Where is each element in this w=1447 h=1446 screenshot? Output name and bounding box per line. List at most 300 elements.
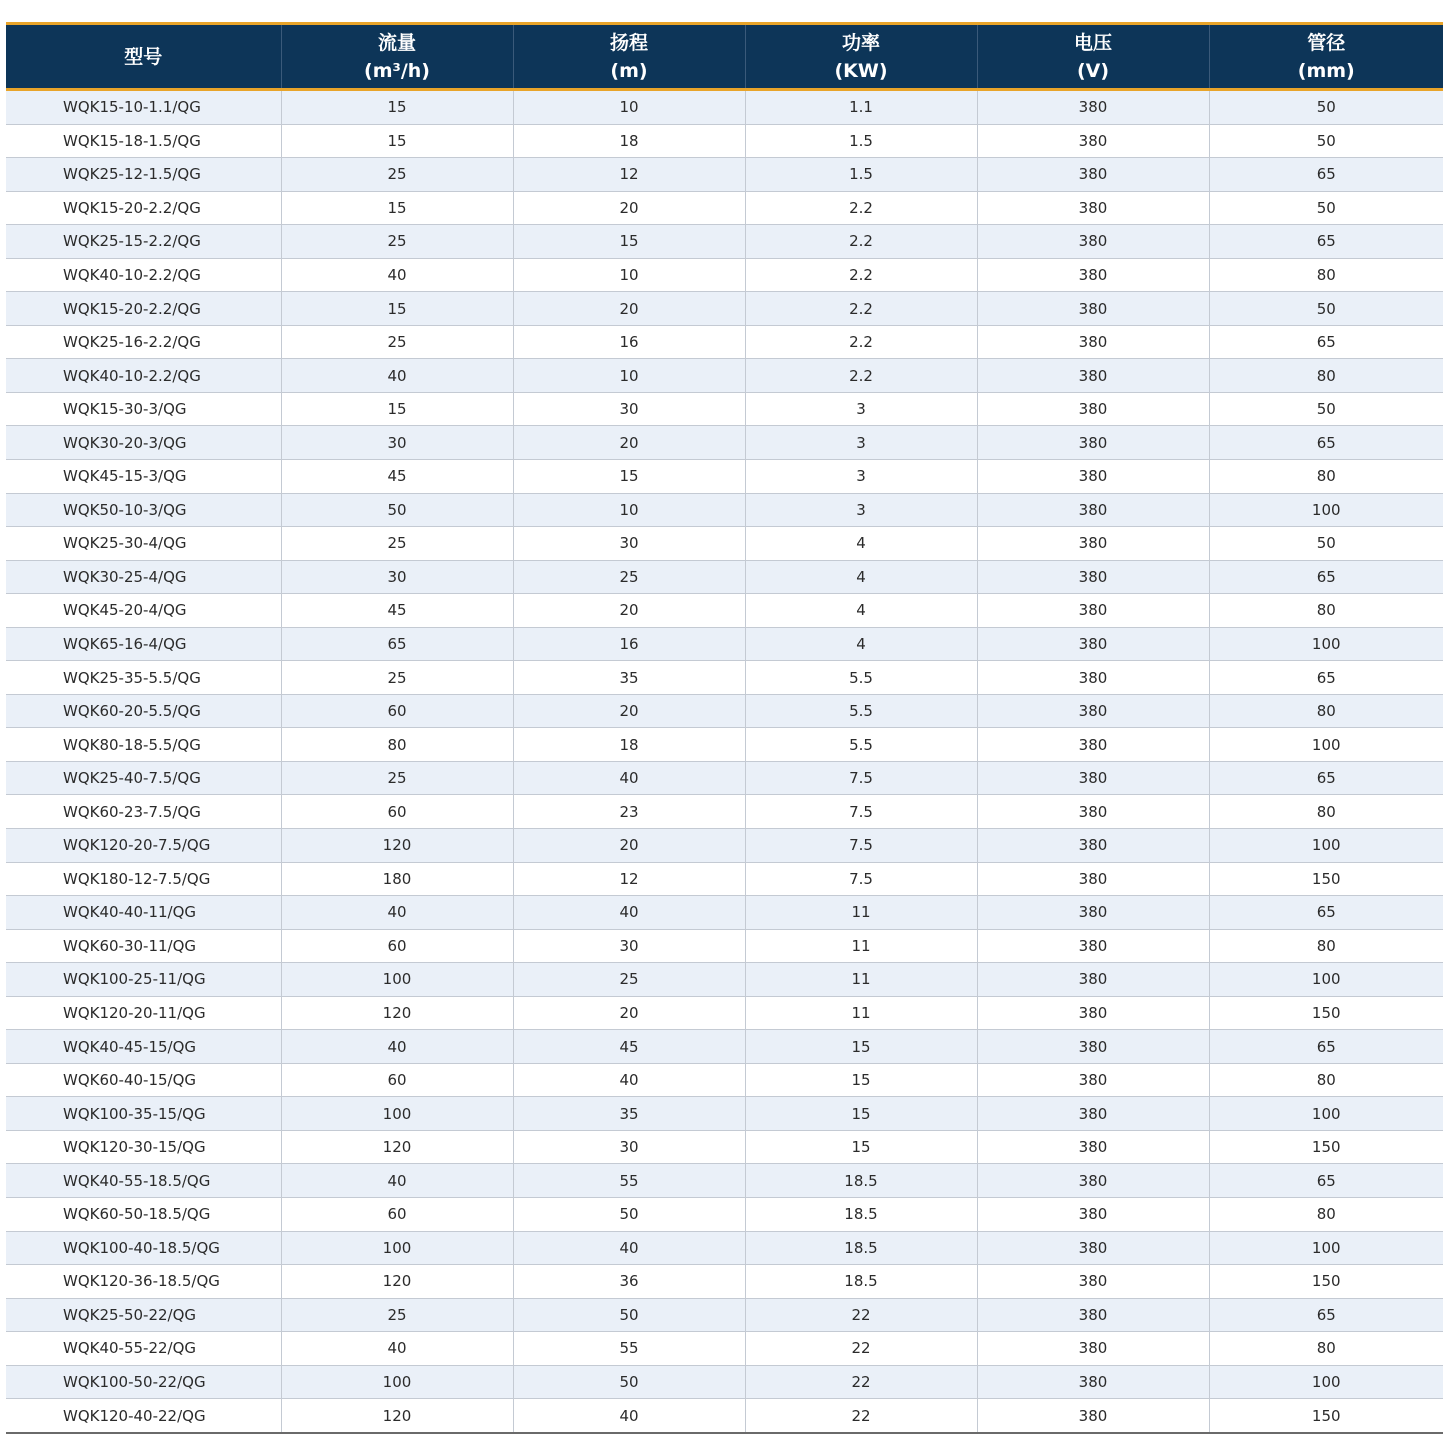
cell-model: WQK100-50-22/QG xyxy=(6,1365,281,1399)
table-row xyxy=(6,594,1443,628)
cell-power: 11 xyxy=(745,996,977,1030)
cell-flow: 15 xyxy=(281,90,513,125)
cell-pipe-diameter: 65 xyxy=(1209,761,1443,795)
cell-pipe-diameter: 65 xyxy=(1209,158,1443,192)
cell-model: WQK30-25-4/QG xyxy=(6,560,281,594)
table-row xyxy=(6,493,1443,527)
cell-power: 4 xyxy=(745,627,977,661)
header-voltage xyxy=(977,24,1209,90)
cell-flow: 25 xyxy=(281,761,513,795)
table-row xyxy=(6,728,1443,762)
cell-pipe-diameter: 50 xyxy=(1209,392,1443,426)
cell-pipe-diameter: 80 xyxy=(1209,359,1443,393)
cell-pipe-diameter: 50 xyxy=(1209,527,1443,561)
cell-flow: 60 xyxy=(281,929,513,963)
table-row xyxy=(6,1030,1443,1064)
cell-model: WQK25-16-2.2/QG xyxy=(6,325,281,359)
cell-head: 40 xyxy=(513,896,745,930)
cell-voltage: 380 xyxy=(977,124,1209,158)
cell-head: 18 xyxy=(513,124,745,158)
cell-voltage: 380 xyxy=(977,325,1209,359)
table-row xyxy=(6,359,1443,393)
table-row xyxy=(6,392,1443,426)
cell-voltage: 380 xyxy=(977,1365,1209,1399)
cell-head: 20 xyxy=(513,594,745,628)
cell-model: WQK25-30-4/QG xyxy=(6,527,281,561)
cell-head: 25 xyxy=(513,963,745,997)
header-power xyxy=(745,24,977,90)
cell-flow: 60 xyxy=(281,694,513,728)
cell-pipe-diameter: 80 xyxy=(1209,694,1443,728)
header-row xyxy=(6,24,1443,90)
cell-voltage: 380 xyxy=(977,1097,1209,1131)
cell-model: WQK60-50-18.5/QG xyxy=(6,1198,281,1232)
cell-head: 25 xyxy=(513,560,745,594)
table-row xyxy=(6,225,1443,259)
cell-power: 4 xyxy=(745,527,977,561)
cell-head: 23 xyxy=(513,795,745,829)
cell-power: 2.2 xyxy=(745,359,977,393)
cell-voltage: 380 xyxy=(977,896,1209,930)
cell-flow: 80 xyxy=(281,728,513,762)
cell-voltage: 380 xyxy=(977,761,1209,795)
table-row xyxy=(6,158,1443,192)
table-row xyxy=(6,1164,1443,1198)
cell-flow: 40 xyxy=(281,1164,513,1198)
cell-power: 1.5 xyxy=(745,124,977,158)
cell-pipe-diameter: 50 xyxy=(1209,124,1443,158)
table-row xyxy=(6,1097,1443,1131)
cell-flow: 100 xyxy=(281,1097,513,1131)
cell-flow: 60 xyxy=(281,1063,513,1097)
cell-power: 18.5 xyxy=(745,1231,977,1265)
cell-power: 5.5 xyxy=(745,728,977,762)
cell-power: 11 xyxy=(745,963,977,997)
cell-pipe-diameter: 80 xyxy=(1209,929,1443,963)
cell-power: 22 xyxy=(745,1332,977,1366)
cell-power: 15 xyxy=(745,1063,977,1097)
cell-voltage: 380 xyxy=(977,258,1209,292)
cell-pipe-diameter: 65 xyxy=(1209,661,1443,695)
cell-flow: 60 xyxy=(281,795,513,829)
cell-voltage: 380 xyxy=(977,225,1209,259)
cell-voltage: 380 xyxy=(977,795,1209,829)
cell-flow: 50 xyxy=(281,493,513,527)
cell-flow: 30 xyxy=(281,426,513,460)
cell-flow: 180 xyxy=(281,862,513,896)
cell-voltage: 380 xyxy=(977,1164,1209,1198)
header-head-unit: (m) xyxy=(610,59,648,82)
cell-voltage: 380 xyxy=(977,1030,1209,1064)
cell-model: WQK25-50-22/QG xyxy=(6,1298,281,1332)
cell-power: 2.2 xyxy=(745,258,977,292)
cell-head: 30 xyxy=(513,527,745,561)
cell-model: WQK25-40-7.5/QG xyxy=(6,761,281,795)
cell-flow: 60 xyxy=(281,1198,513,1232)
cell-pipe-diameter: 100 xyxy=(1209,728,1443,762)
cell-power: 11 xyxy=(745,896,977,930)
cell-pipe-diameter: 50 xyxy=(1209,191,1443,225)
cell-power: 11 xyxy=(745,929,977,963)
cell-head: 16 xyxy=(513,325,745,359)
table-row xyxy=(6,828,1443,862)
header-flow-unit: (m³/h) xyxy=(364,59,430,82)
cell-power: 18.5 xyxy=(745,1265,977,1299)
table-row xyxy=(6,1130,1443,1164)
cell-model: WQK60-23-7.5/QG xyxy=(6,795,281,829)
table-row xyxy=(6,124,1443,158)
cell-head: 35 xyxy=(513,661,745,695)
cell-pipe-diameter: 80 xyxy=(1209,594,1443,628)
cell-power: 4 xyxy=(745,560,977,594)
cell-power: 7.5 xyxy=(745,795,977,829)
cell-head: 10 xyxy=(513,258,745,292)
cell-flow: 100 xyxy=(281,1231,513,1265)
cell-pipe-diameter: 150 xyxy=(1209,1399,1443,1433)
table-row xyxy=(6,426,1443,460)
cell-head: 15 xyxy=(513,459,745,493)
cell-head: 40 xyxy=(513,1063,745,1097)
cell-pipe-diameter: 65 xyxy=(1209,1164,1443,1198)
cell-head: 55 xyxy=(513,1332,745,1366)
cell-voltage: 380 xyxy=(977,828,1209,862)
table-row xyxy=(6,996,1443,1030)
cell-pipe-diameter: 80 xyxy=(1209,258,1443,292)
cell-head: 36 xyxy=(513,1265,745,1299)
cell-pipe-diameter: 80 xyxy=(1209,1063,1443,1097)
table-row xyxy=(6,1365,1443,1399)
cell-head: 10 xyxy=(513,359,745,393)
cell-power: 15 xyxy=(745,1130,977,1164)
table-row xyxy=(6,795,1443,829)
cell-model: WQK15-30-3/QG xyxy=(6,392,281,426)
cell-flow: 25 xyxy=(281,325,513,359)
cell-head: 50 xyxy=(513,1298,745,1332)
cell-pipe-diameter: 150 xyxy=(1209,996,1443,1030)
cell-power: 2.2 xyxy=(745,191,977,225)
cell-voltage: 380 xyxy=(977,963,1209,997)
cell-model: WQK80-18-5.5/QG xyxy=(6,728,281,762)
cell-head: 12 xyxy=(513,862,745,896)
header-flow-label: 流量 xyxy=(377,31,416,54)
cell-voltage: 380 xyxy=(977,594,1209,628)
header-pipe-diameter xyxy=(1209,24,1443,90)
table-row xyxy=(6,1399,1443,1433)
cell-flow: 15 xyxy=(281,124,513,158)
cell-head: 10 xyxy=(513,493,745,527)
cell-pipe-diameter: 100 xyxy=(1209,1231,1443,1265)
cell-model: WQK40-10-2.2/QG xyxy=(6,359,281,393)
table-row xyxy=(6,191,1443,225)
cell-flow: 40 xyxy=(281,1030,513,1064)
header-head-label: 扬程 xyxy=(609,31,648,54)
cell-power: 3 xyxy=(745,392,977,426)
cell-flow: 45 xyxy=(281,594,513,628)
table-row xyxy=(6,929,1443,963)
cell-flow: 40 xyxy=(281,359,513,393)
table-row xyxy=(6,292,1443,326)
cell-pipe-diameter: 50 xyxy=(1209,90,1443,125)
cell-pipe-diameter: 100 xyxy=(1209,828,1443,862)
cell-model: WQK65-16-4/QG xyxy=(6,627,281,661)
cell-model: WQK120-30-15/QG xyxy=(6,1130,281,1164)
table-row xyxy=(6,761,1443,795)
cell-flow: 15 xyxy=(281,292,513,326)
cell-model: WQK15-20-2.2/QG xyxy=(6,191,281,225)
cell-voltage: 380 xyxy=(977,694,1209,728)
cell-flow: 25 xyxy=(281,527,513,561)
cell-flow: 25 xyxy=(281,1298,513,1332)
cell-head: 45 xyxy=(513,1030,745,1064)
cell-power: 2.2 xyxy=(745,225,977,259)
cell-model: WQK40-40-11/QG xyxy=(6,896,281,930)
cell-power: 1.5 xyxy=(745,158,977,192)
cell-voltage: 380 xyxy=(977,1130,1209,1164)
cell-head: 20 xyxy=(513,694,745,728)
table-row xyxy=(6,627,1443,661)
cell-voltage: 380 xyxy=(977,1231,1209,1265)
cell-voltage: 380 xyxy=(977,627,1209,661)
table-header xyxy=(6,24,1443,90)
cell-voltage: 380 xyxy=(977,392,1209,426)
cell-voltage: 380 xyxy=(977,292,1209,326)
cell-flow: 65 xyxy=(281,627,513,661)
cell-flow: 100 xyxy=(281,963,513,997)
cell-flow: 120 xyxy=(281,1399,513,1433)
cell-voltage: 380 xyxy=(977,929,1209,963)
header-voltage-unit: (V) xyxy=(1076,59,1110,82)
cell-flow: 120 xyxy=(281,1130,513,1164)
table-row xyxy=(6,459,1443,493)
cell-head: 15 xyxy=(513,225,745,259)
cell-flow: 100 xyxy=(281,1365,513,1399)
cell-flow: 15 xyxy=(281,392,513,426)
cell-voltage: 380 xyxy=(977,1265,1209,1299)
cell-model: WQK100-25-11/QG xyxy=(6,963,281,997)
cell-voltage: 380 xyxy=(977,1332,1209,1366)
cell-head: 20 xyxy=(513,426,745,460)
cell-flow: 40 xyxy=(281,258,513,292)
cell-voltage: 380 xyxy=(977,1399,1209,1433)
cell-pipe-diameter: 100 xyxy=(1209,1097,1443,1131)
header-model xyxy=(6,24,281,90)
table-row xyxy=(6,963,1443,997)
cell-power: 3 xyxy=(745,426,977,460)
cell-head: 16 xyxy=(513,627,745,661)
cell-voltage: 380 xyxy=(977,359,1209,393)
cell-pipe-diameter: 65 xyxy=(1209,896,1443,930)
table-row xyxy=(6,527,1443,561)
cell-power: 7.5 xyxy=(745,862,977,896)
cell-flow: 40 xyxy=(281,1332,513,1366)
cell-power: 22 xyxy=(745,1399,977,1433)
cell-head: 30 xyxy=(513,1130,745,1164)
cell-voltage: 380 xyxy=(977,493,1209,527)
cell-pipe-diameter: 80 xyxy=(1209,1332,1443,1366)
cell-pipe-diameter: 80 xyxy=(1209,795,1443,829)
cell-voltage: 380 xyxy=(977,996,1209,1030)
cell-pipe-diameter: 80 xyxy=(1209,1198,1443,1232)
cell-pipe-diameter: 100 xyxy=(1209,1365,1443,1399)
cell-head: 18 xyxy=(513,728,745,762)
cell-flow: 45 xyxy=(281,459,513,493)
pump-spec-table xyxy=(6,22,1443,1434)
cell-pipe-diameter: 65 xyxy=(1209,426,1443,460)
header-flow xyxy=(281,24,513,90)
cell-flow: 25 xyxy=(281,158,513,192)
cell-head: 50 xyxy=(513,1365,745,1399)
cell-head: 12 xyxy=(513,158,745,192)
cell-model: WQK100-35-15/QG xyxy=(6,1097,281,1131)
header-head xyxy=(513,24,745,90)
cell-model: WQK45-15-3/QG xyxy=(6,459,281,493)
cell-power: 1.1 xyxy=(745,90,977,125)
cell-flow: 120 xyxy=(281,996,513,1030)
cell-power: 5.5 xyxy=(745,661,977,695)
cell-model: WQK120-40-22/QG xyxy=(6,1399,281,1433)
table-row xyxy=(6,258,1443,292)
header-power-unit: (KW) xyxy=(834,59,888,82)
header-pipe-diameter-unit: (mm) xyxy=(1297,59,1355,82)
table-row xyxy=(6,1063,1443,1097)
cell-voltage: 380 xyxy=(977,527,1209,561)
cell-model: WQK120-20-11/QG xyxy=(6,996,281,1030)
cell-model: WQK120-36-18.5/QG xyxy=(6,1265,281,1299)
cell-power: 18.5 xyxy=(745,1198,977,1232)
cell-head: 30 xyxy=(513,929,745,963)
cell-pipe-diameter: 100 xyxy=(1209,493,1443,527)
cell-model: WQK40-55-22/QG xyxy=(6,1332,281,1366)
table-row xyxy=(6,1332,1443,1366)
spec-table-container xyxy=(6,22,1443,1434)
cell-power: 22 xyxy=(745,1365,977,1399)
cell-model: WQK15-20-2.2/QG xyxy=(6,292,281,326)
cell-flow: 25 xyxy=(281,225,513,259)
header-power-label: 功率 xyxy=(841,31,880,54)
cell-model: WQK60-40-15/QG xyxy=(6,1063,281,1097)
cell-model: WQK50-10-3/QG xyxy=(6,493,281,527)
table-row xyxy=(6,694,1443,728)
cell-voltage: 380 xyxy=(977,158,1209,192)
cell-power: 2.2 xyxy=(745,325,977,359)
table-row xyxy=(6,325,1443,359)
cell-power: 18.5 xyxy=(745,1164,977,1198)
cell-head: 50 xyxy=(513,1198,745,1232)
cell-power: 7.5 xyxy=(745,828,977,862)
cell-flow: 30 xyxy=(281,560,513,594)
cell-pipe-diameter: 150 xyxy=(1209,1265,1443,1299)
cell-model: WQK25-15-2.2/QG xyxy=(6,225,281,259)
table-row xyxy=(6,862,1443,896)
cell-model: WQK60-20-5.5/QG xyxy=(6,694,281,728)
cell-head: 55 xyxy=(513,1164,745,1198)
table-row xyxy=(6,896,1443,930)
cell-voltage: 380 xyxy=(977,862,1209,896)
cell-model: WQK40-55-18.5/QG xyxy=(6,1164,281,1198)
cell-power: 5.5 xyxy=(745,694,977,728)
cell-model: WQK180-12-7.5/QG xyxy=(6,862,281,896)
table-body xyxy=(6,90,1443,1433)
cell-flow: 15 xyxy=(281,191,513,225)
header-pipe-diameter-label: 管径 xyxy=(1307,31,1346,54)
cell-head: 40 xyxy=(513,761,745,795)
cell-pipe-diameter: 100 xyxy=(1209,627,1443,661)
cell-voltage: 380 xyxy=(977,661,1209,695)
cell-pipe-diameter: 65 xyxy=(1209,325,1443,359)
table-row xyxy=(6,560,1443,594)
cell-voltage: 380 xyxy=(977,560,1209,594)
cell-head: 20 xyxy=(513,191,745,225)
cell-voltage: 380 xyxy=(977,426,1209,460)
cell-power: 15 xyxy=(745,1097,977,1131)
cell-model: WQK40-10-2.2/QG xyxy=(6,258,281,292)
cell-pipe-diameter: 50 xyxy=(1209,292,1443,326)
cell-head: 40 xyxy=(513,1399,745,1433)
cell-pipe-diameter: 100 xyxy=(1209,963,1443,997)
cell-power: 7.5 xyxy=(745,761,977,795)
cell-model: WQK30-20-3/QG xyxy=(6,426,281,460)
cell-flow: 40 xyxy=(281,896,513,930)
cell-voltage: 380 xyxy=(977,1198,1209,1232)
cell-model: WQK15-18-1.5/QG xyxy=(6,124,281,158)
cell-power: 4 xyxy=(745,594,977,628)
cell-pipe-diameter: 65 xyxy=(1209,1298,1443,1332)
table-row xyxy=(6,1231,1443,1265)
cell-voltage: 380 xyxy=(977,1298,1209,1332)
cell-power: 15 xyxy=(745,1030,977,1064)
cell-pipe-diameter: 65 xyxy=(1209,1030,1443,1064)
cell-head: 35 xyxy=(513,1097,745,1131)
cell-voltage: 380 xyxy=(977,1063,1209,1097)
cell-pipe-diameter: 150 xyxy=(1209,862,1443,896)
cell-model: WQK25-12-1.5/QG xyxy=(6,158,281,192)
cell-pipe-diameter: 80 xyxy=(1209,459,1443,493)
table-row xyxy=(6,1298,1443,1332)
table-row xyxy=(6,90,1443,125)
cell-head: 40 xyxy=(513,1231,745,1265)
cell-model: WQK45-20-4/QG xyxy=(6,594,281,628)
cell-flow: 120 xyxy=(281,828,513,862)
cell-power: 3 xyxy=(745,459,977,493)
cell-head: 20 xyxy=(513,292,745,326)
cell-model: WQK40-45-15/QG xyxy=(6,1030,281,1064)
cell-model: WQK60-30-11/QG xyxy=(6,929,281,963)
cell-model: WQK100-40-18.5/QG xyxy=(6,1231,281,1265)
cell-pipe-diameter: 150 xyxy=(1209,1130,1443,1164)
cell-flow: 120 xyxy=(281,1265,513,1299)
cell-voltage: 380 xyxy=(977,728,1209,762)
cell-voltage: 380 xyxy=(977,459,1209,493)
cell-model: WQK15-10-1.1/QG xyxy=(6,90,281,125)
header-voltage-label: 电压 xyxy=(1073,31,1112,54)
header-model-label: 型号 xyxy=(124,45,163,68)
cell-model: WQK120-20-7.5/QG xyxy=(6,828,281,862)
cell-head: 20 xyxy=(513,828,745,862)
cell-pipe-diameter: 65 xyxy=(1209,225,1443,259)
cell-voltage: 380 xyxy=(977,90,1209,125)
cell-flow: 25 xyxy=(281,661,513,695)
cell-head: 10 xyxy=(513,90,745,125)
cell-head: 30 xyxy=(513,392,745,426)
cell-power: 2.2 xyxy=(745,292,977,326)
cell-voltage: 380 xyxy=(977,191,1209,225)
cell-power: 3 xyxy=(745,493,977,527)
cell-pipe-diameter: 65 xyxy=(1209,560,1443,594)
table-row xyxy=(6,661,1443,695)
table-row xyxy=(6,1265,1443,1299)
cell-power: 22 xyxy=(745,1298,977,1332)
table-row xyxy=(6,1198,1443,1232)
